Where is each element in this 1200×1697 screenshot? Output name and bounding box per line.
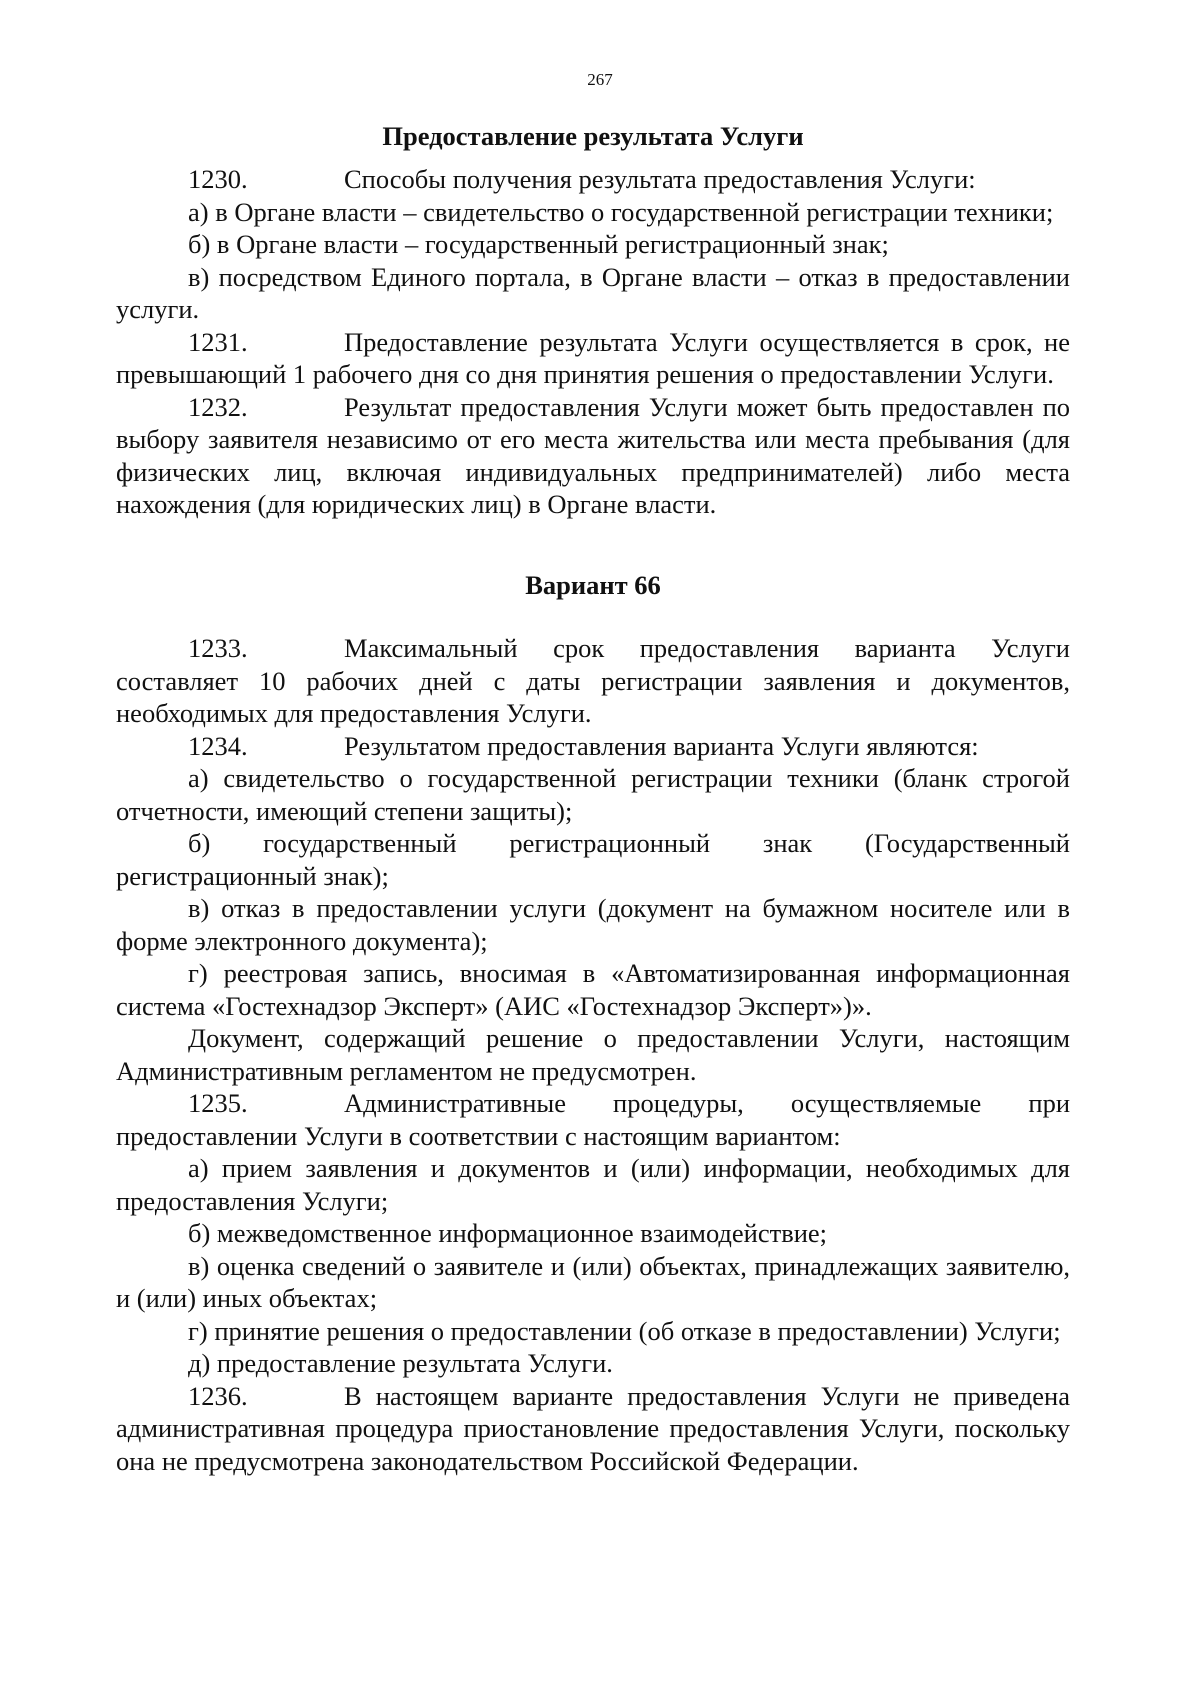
paragraph-text: Административные процедуры, осуществляемые при предоставлении Услуги в соответствии с настоящим вариантом: — [116, 1088, 1070, 1151]
paragraph-text: в) посредством Единого портала, в Органе власти – отказ в предоставлении услуги. — [116, 261, 1070, 324]
section-2-body — [116, 632, 1070, 1477]
paragraph-1235 — [116, 1087, 1070, 1152]
paragraph-text-block — [116, 1022, 1070, 1087]
list-item — [116, 261, 1070, 326]
paragraph-text: б) государственный регистрационный знак (Государственный регистрационный знак); — [116, 828, 1070, 891]
paragraph-number: 1235. — [188, 1088, 248, 1118]
paragraph-number: 1236. — [188, 1380, 248, 1411]
paragraph-text: а) свидетельство о государственной регистрации техники (бланк строгой отчетности, имеющий степени защиты); — [116, 763, 1070, 826]
paragraph-1236 — [116, 1380, 1070, 1478]
paragraph-1234 — [116, 730, 1070, 763]
paragraph-number: 1232. — [188, 391, 248, 422]
paragraph-text: д) предоставление результата Услуги. — [188, 1348, 613, 1378]
paragraph-1233 — [116, 632, 1070, 730]
paragraph-text: в) отказ в предоставлении услуги (документ на бумажном носителе или в форме электронного документа); — [116, 893, 1070, 956]
paragraph-number: 1230. — [188, 164, 248, 194]
list-item — [116, 957, 1070, 1022]
page-number: 267 — [587, 70, 613, 89]
list-item — [116, 1217, 1070, 1250]
list-item — [116, 1250, 1070, 1315]
paragraph-1231 — [116, 326, 1070, 391]
paragraph-number: 1231. — [188, 326, 248, 357]
paragraph-number: 1234. — [188, 730, 248, 761]
section-title: Вариант 66 — [525, 570, 661, 600]
paragraph-text: г) принятие решения о предоставлении (об отказе в предоставлении) Услуги; — [188, 1315, 1061, 1346]
paragraph-text: Предоставление результата Услуги осуществляется в срок, не превышающий 1 рабочего дня со дня принятия решения о предоставлении Услуги. — [116, 326, 1070, 389]
section-title: Предоставление результата Услуги — [382, 121, 804, 151]
list-item — [116, 1152, 1070, 1217]
paragraph-text: Документ, содержащий решение о предоставлении Услуги, настоящим Административным регламентом не предусмотрен. — [116, 1023, 1070, 1086]
paragraph-text: Результат предоставления Услуги может быть предоставлен по выбору заявителя независимо от его места жительства или места пребывания (для физических лиц, включая индивидуальных предпринимателей) либо места нахождения (для юридических лиц) в Органе власти. — [116, 391, 1070, 519]
paragraph-text: а) прием заявления и документов и (или) информации, необходимых для предоставления Услуги; — [116, 1153, 1070, 1216]
list-item — [116, 1347, 1070, 1380]
paragraph-number: 1233. — [188, 633, 248, 663]
paragraph-text: Способы получения результата предоставления Услуги: — [344, 164, 976, 194]
paragraph-text: В настоящем варианте предоставления Услуги не приведена административная процедура приостановление предоставления Услуги, поскольку она не предусмотрена законодательством Российской Федерации. — [116, 1380, 1070, 1476]
paragraph-text: Максимальный срок предоставления варианта Услуги составляет 10 рабочих дней с даты регистрации заявления и документов, необходимых для предоставления Услуги. — [116, 633, 1070, 728]
list-item — [116, 892, 1070, 957]
paragraph-text: г) реестровая запись, вносимая в «Автоматизированная информационная система «Гостехнадзор Эксперт» (АИС «Гостехнадзор Эксперт»)». — [116, 958, 1070, 1021]
paragraph-text: в) оценка сведений о заявителе и (или) объектах, принадлежащих заявителю, и (или) иных объектах; — [116, 1250, 1070, 1313]
list-item — [116, 228, 1070, 261]
paragraph-text: Результатом предоставления варианта Услуги являются: — [344, 730, 979, 761]
list-item — [116, 196, 1070, 229]
paragraph-1232 — [116, 391, 1070, 521]
list-item — [116, 1315, 1070, 1348]
list-item — [116, 762, 1070, 827]
paragraph-text: б) в Органе власти – государственный регистрационный знак; — [188, 229, 889, 259]
list-item — [116, 827, 1070, 892]
paragraph-text: б) межведомственное информационное взаимодействие; — [188, 1218, 828, 1248]
paragraph-1230 — [116, 163, 1070, 196]
section-1-body — [116, 163, 1070, 521]
paragraph-text: а) в Органе власти – свидетельство о государственной регистрации техники; — [188, 196, 1054, 227]
